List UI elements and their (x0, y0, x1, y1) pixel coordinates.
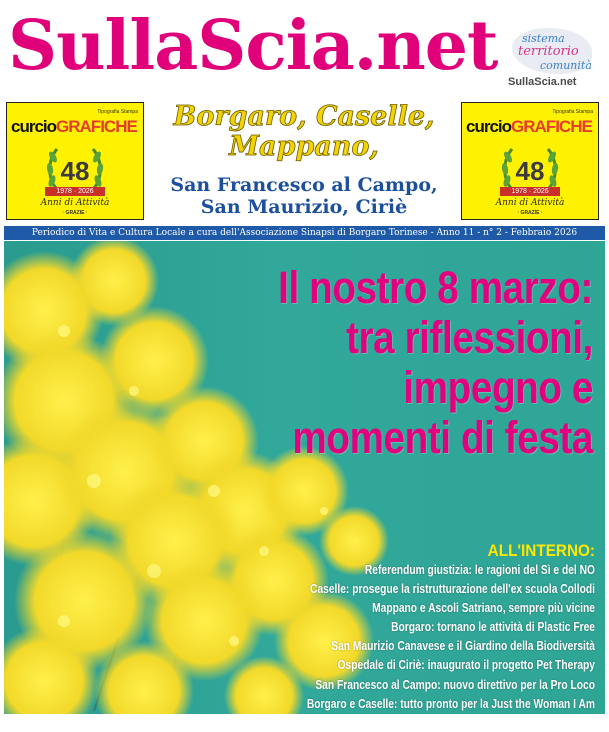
ad-thanks: · GRAZIE · (517, 210, 543, 216)
town-line: Borgaro, Caselle, (173, 101, 435, 132)
logo-word-sistema: sistema (522, 32, 565, 45)
logo-word-territorio: territorio (518, 44, 579, 59)
logo-word-comunita: comunità (540, 59, 592, 72)
headline-line: tra riflessioni, (346, 312, 593, 363)
town-line: San Francesco al Campo, (170, 174, 438, 196)
cover-photo (4, 241, 605, 714)
ad-tagline: Tipografia Stampa (97, 109, 138, 115)
inside-article-link[interactable]: Borgaro e Caselle: tutto pronto per la Just the Woman I Am (306, 696, 595, 711)
ad-tagline: Tipografia Stampa (552, 109, 593, 115)
towns-secondary (150, 174, 458, 218)
headline-line: Il nostro 8 marzo: (278, 262, 593, 313)
curcio-grafiche-ad-left[interactable] (6, 102, 144, 220)
inside-article-link[interactable]: Borgaro: tornano le attività di Plastic Free (391, 620, 595, 635)
logo-word-site: SullaScia.net (508, 76, 577, 88)
ad-brand: curcioGRAFICHE (466, 117, 592, 136)
ad-motto: Anni di Attività (40, 198, 110, 208)
ad-years: 1978 · 2026 (500, 187, 560, 196)
curcio-grafiche-ad-right[interactable] (461, 102, 599, 220)
towns-primary (150, 102, 458, 162)
issue-info-bar: Periodico di Vita e Cultura Locale a cura dell'Associazione Sinapsi di Borgaro Torinese - Anno 11 - n° 2 - Febbraio 2026 (4, 226, 605, 240)
ad-thanks: · GRAZIE · (62, 210, 88, 216)
inside-heading: ALL'INTERNO: (487, 541, 595, 560)
masthead (0, 0, 609, 100)
ad-motto: Anni di Attività (495, 198, 565, 208)
header-strip (0, 100, 609, 226)
inside-contents (175, 541, 595, 714)
inside-article-link[interactable]: San Maurizio Canavese e il Giardino della Biodiversità (331, 639, 595, 654)
headline-line: momenti di festa (292, 412, 593, 463)
anniversary-number: 48 (60, 156, 90, 186)
sullascia-logo[interactable] (506, 22, 602, 92)
inside-article-link[interactable]: San Francesco al Campo: nuovo direttivo per la Pro Loco (315, 677, 595, 692)
inside-article-link[interactable]: Referendum giustizia: le ragioni del Sì e del NO (364, 563, 595, 577)
inside-article-link[interactable]: Mappano e Ascoli Satriano, sempre più vicine (372, 601, 595, 616)
ad-years: 1978 · 2026 (45, 187, 105, 196)
cover-headline[interactable] (223, 263, 593, 463)
anniversary-number: 48 (515, 156, 545, 186)
inside-article-link[interactable]: Ospedale di Ciriè: inaugurato il progetto Pet Therapy (337, 658, 595, 673)
ad-brand: curcioGRAFICHE (11, 117, 137, 136)
town-line: Mappano, (229, 131, 379, 162)
site-title[interactable]: SullaScia.net (8, 6, 498, 86)
inside-article-link[interactable]: Caselle: prosegue la ristrutturazione dell'ex scuola Collodi (310, 582, 595, 597)
headline-line: impegno e (403, 362, 593, 413)
town-line: San Maurizio, Ciriè (200, 196, 408, 218)
